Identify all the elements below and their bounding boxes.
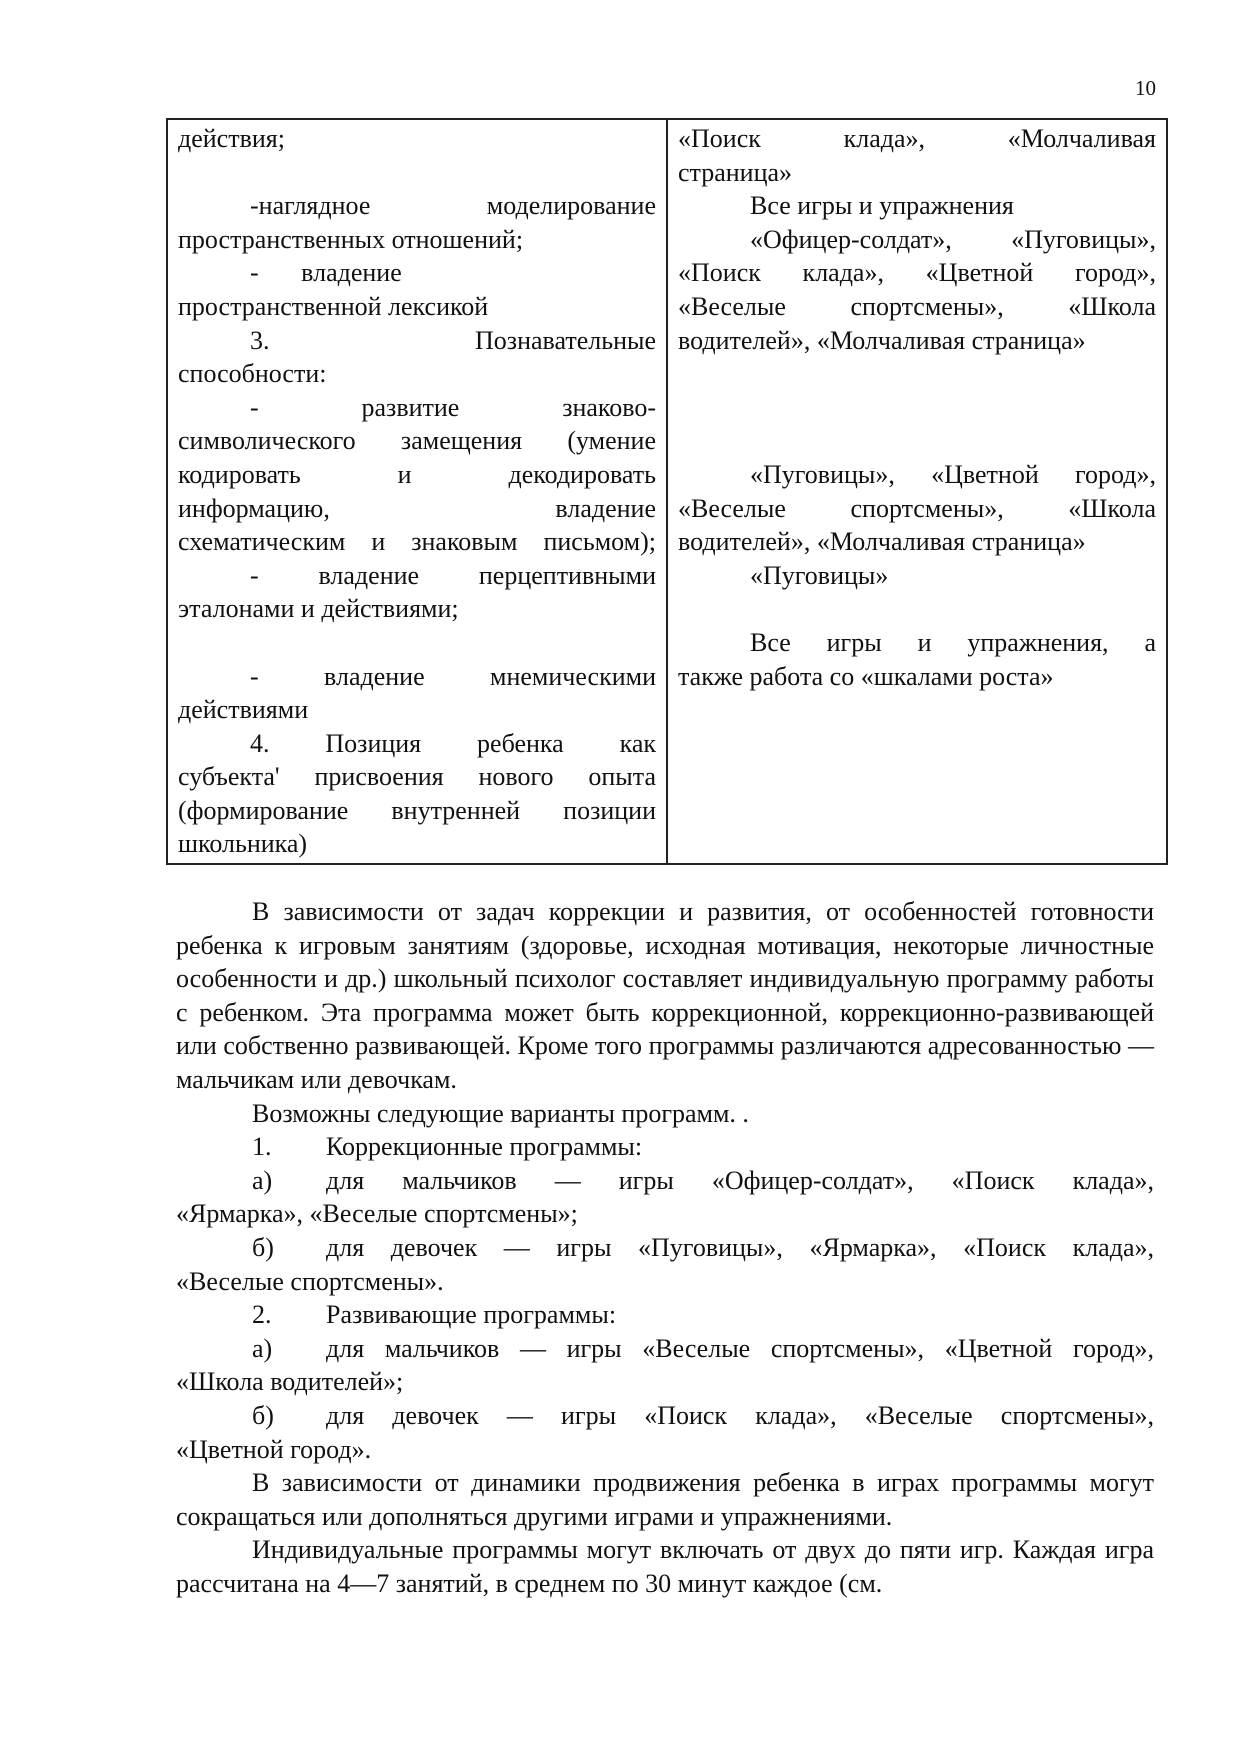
table-line: символического замещения (умение	[178, 426, 656, 456]
paragraph: Индивидуальные программы могут включать от двух до пяти игр. Каждая игра рассчитана на 4—7 занятий, в среднем по 30 минут каждое (см.	[176, 1535, 1154, 1598]
list-text: для девочек — игры «Поиск клада», «Веселые спортсмены»,	[326, 1400, 1154, 1430]
page-number: 10	[1135, 76, 1156, 100]
list-text: Коррекционные программы:	[326, 1132, 643, 1162]
table-line: (формирование внутренней позиции	[178, 795, 656, 825]
list-text: Развивающие программы:	[326, 1300, 617, 1330]
table-line: - владение перцептивными	[250, 560, 656, 590]
table-row	[167, 119, 1167, 864]
blank-line	[678, 424, 1156, 458]
table-line: водителей», «Молчаливая страница»	[678, 527, 1086, 557]
games-table	[166, 118, 1168, 865]
list-item	[176, 1332, 1154, 1366]
list-item	[176, 1399, 1154, 1433]
table-line: «Поиск клада», «Молчаливая	[678, 124, 1156, 153]
blank-line	[678, 357, 1156, 391]
table-line: школьника)	[178, 829, 308, 859]
list-continuation: «Школа водителей»;	[176, 1367, 404, 1397]
list-item	[176, 1298, 1154, 1332]
paragraph: В зависимости от задач коррекции и развития, от особенностей готовности ребенка к игровым занятиям (здоровье, исходная мотивация, некоторые личностные особенности и др.) школьный психолог составляет индивидуальную программу работы с ребенком. Эта программа может быть коррекционной, коррекционно-развивающей или собственно развивающей. Кроме того программы различаются адресованностью — мальчикам или девочкам.	[176, 897, 1154, 1094]
table-line: 3. Познавательные	[250, 325, 656, 355]
table-line: «Пуговицы»	[750, 560, 889, 590]
table-line: пространственной лексикой	[178, 291, 489, 321]
list-marker: 2.	[252, 1300, 272, 1330]
table-line: схематическим и знаковым письмом);	[178, 527, 656, 557]
paragraph: В зависимости от динамики продвижения ребенка в играх программы могут сокращаться или дополняться другими играми и упражнениями.	[176, 1468, 1154, 1531]
table-line: способности:	[178, 359, 327, 389]
table-line: «Офицер-солдат», «Пуговицы»,	[750, 224, 1156, 254]
list-continuation: «Цветной город».	[176, 1434, 372, 1464]
body-text	[176, 895, 1154, 1600]
table-cell-left	[167, 119, 667, 864]
blank-line	[678, 592, 1156, 626]
list-text: для мальчиков — игры «Веселые спортсмены», «Цветной город»,	[326, 1333, 1154, 1363]
table-line: «Поиск клада», «Цветной город»,	[678, 258, 1156, 288]
table-line: субъекта' присвоения нового опыта	[178, 762, 656, 792]
list-text: для девочек — игры «Пуговицы», «Ярмарка», «Поиск клада»,	[326, 1232, 1154, 1262]
table-line: кодировать и декодировать	[178, 459, 656, 489]
table-line: -наглядное моделирование	[250, 191, 656, 221]
table-line: водителей», «Молчаливая страница»	[678, 325, 1086, 355]
blank-line	[178, 156, 656, 190]
table-line: также работа со «шкалами роста»	[678, 661, 1054, 691]
list-item	[176, 1164, 1154, 1198]
table-line: действия;	[178, 124, 285, 153]
table-line	[178, 626, 656, 660]
table-cell-right	[667, 119, 1167, 864]
table-line: информацию, владение	[178, 493, 656, 523]
table-line: 4. Позиция ребенка как	[250, 728, 656, 758]
list-text: для мальчиков — игры «Офицер-солдат», «Поиск клада»,	[326, 1165, 1154, 1195]
list-marker: 1.	[252, 1132, 272, 1162]
table-line: - развитие знаково-	[250, 392, 656, 422]
table-line: Все игры и упражнения, а	[750, 627, 1156, 657]
table-line: «Пуговицы», «Цветной город»,	[750, 459, 1156, 489]
list-item	[176, 1130, 1154, 1164]
list-continuation: «Ярмарка», «Веселые спортсмены»;	[176, 1199, 578, 1229]
list-marker: а)	[252, 1333, 273, 1363]
list-continuation: «Веселые спортсмены».	[176, 1266, 444, 1296]
list-marker: б)	[252, 1400, 274, 1430]
list-marker: а)	[252, 1165, 273, 1195]
table-line: - владение мнемическими	[250, 661, 656, 691]
table-line: эталонами и действиями;	[178, 594, 459, 624]
table-line: - владение	[250, 258, 402, 288]
table-line: Все игры и упражнения	[750, 191, 1014, 221]
list-marker: б)	[252, 1232, 274, 1262]
table-line: «Веселые спортсмены», «Школа	[678, 291, 1156, 321]
paragraph: Возможны следующие варианты программ. .	[252, 1098, 749, 1128]
table-line: пространственных отношений;	[178, 224, 524, 254]
list-item	[176, 1231, 1154, 1265]
table-line: «Веселые спортсмены», «Школа	[678, 493, 1156, 523]
table-line: страница»	[678, 157, 793, 187]
table-line: действиями	[178, 695, 309, 725]
blank-line	[678, 391, 1156, 425]
